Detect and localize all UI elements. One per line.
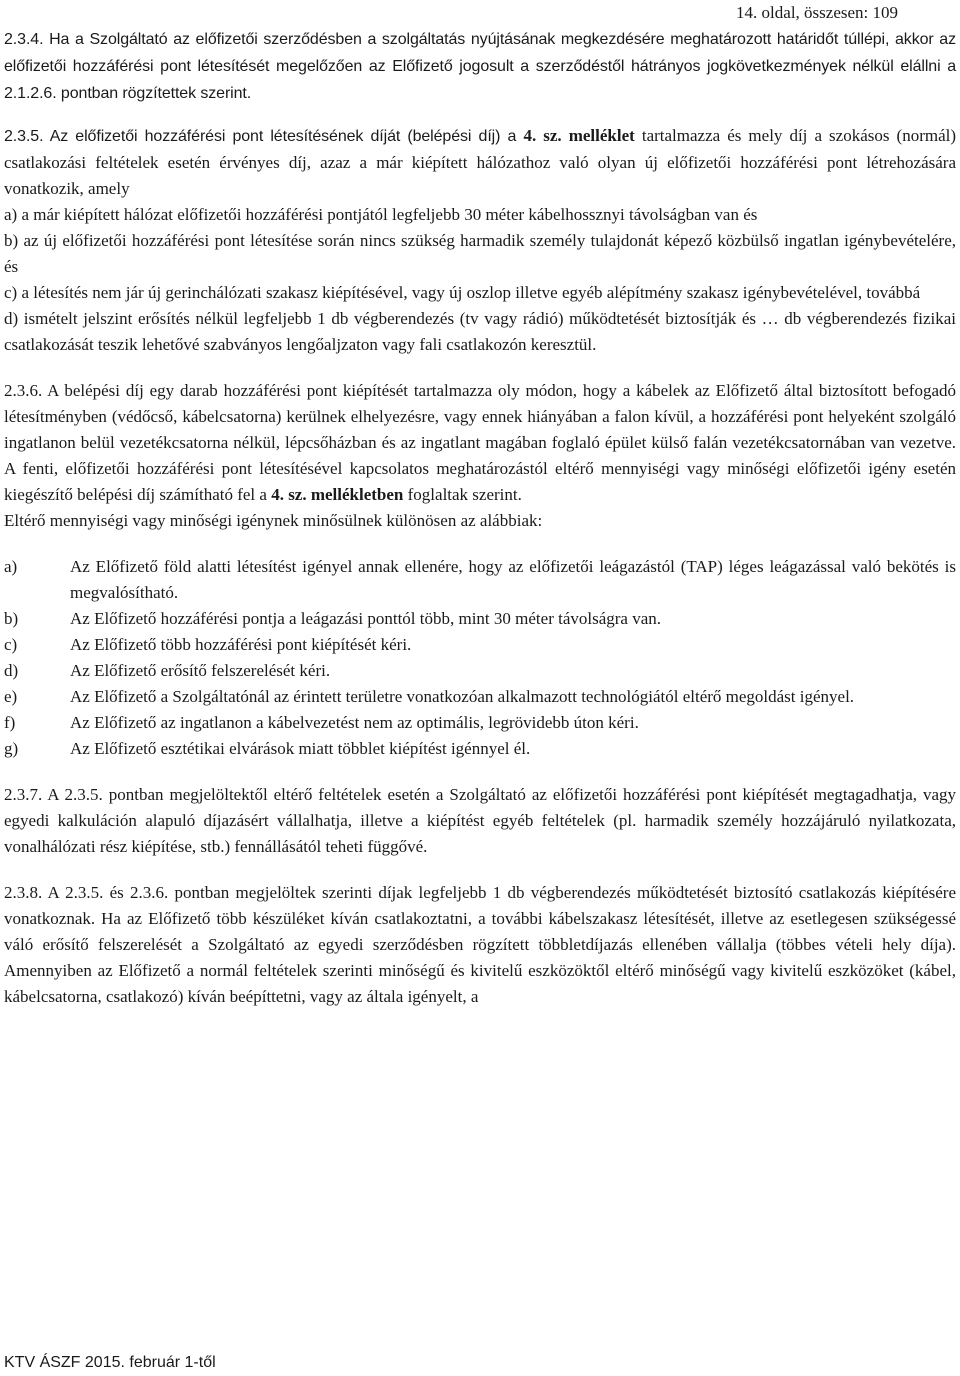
section-2-3-6 [4,378,956,508]
section-number: 2.3.4. [4,31,44,48]
section-2-3-4 [4,26,956,107]
section-2-3-8 [4,880,956,1010]
annex-reference: 4. sz. [523,126,562,145]
page-header [736,0,898,26]
list-item-text: Az Előfizető esztétikai elvárások miatt többlet kiépítést igénnyel él. [70,739,531,758]
condition-b: b) az új előfizetői hozzáférési pont létesítése során nincs szükség harmadik személy tulajdonát képező közbülső ingatlan igénybevételére, és [4,231,956,276]
section-number: 2.3.6. [4,381,43,400]
list-item-text: Az Előfizető több hozzáférési pont kiépítését kéri. [70,635,412,654]
page-footer [4,1350,216,1376]
section-text-end: foglaltak szerint. [403,485,522,504]
list-item-text: Az Előfizető föld alatti létesítést igényel annak ellenére, hogy az előfizetői leágazástól (TAP) léges leágazással való bekötés is megvalósítható. [70,557,956,602]
list-item [4,684,956,710]
section-number: 2.3.8. [4,883,43,902]
list-marker: a) [4,557,18,576]
condition-c: c) a létesítés nem jár új gerinchálózati szakasz kiépítésével, vagy új oszlop illetve egyéb alépítmény szakasz igénybevételével, továbbá [4,283,921,302]
section-text: tartalmazza és mely díj a szokásos (normál) csatlakozási feltételek esetén érvényes díj, azaz a már kiépített hálózathoz való olyan új előfizetői hozzáférési pont létrehozására vonatkozik, amely [4,126,957,198]
list-item [4,606,956,632]
list-item-text: Az Előfizető az ingatlanon a kábelvezetést nem az optimális, legrövidebb úton kéri. [70,713,639,732]
section-2-3-7 [4,782,956,860]
section-text: A 2.3.5. pontban megjelöltektől eltérő feltételek esetén a Szolgáltató az előfizetői hozzáférési pont kiépítését megtagadhatja, vagy egyedi kalkuláción alapuló díjazásért vállalhatja, illetve a kiépítést egyéb feltételek (pl. harmadik személy hozzájáruló nyilatkozata, vonalhálózati rész kiépítése, stb.) fennállásától teheti függővé. [4,785,956,856]
list-intro: Eltérő mennyiségi vagy minőségi igénynek minősülnek különösen az alábbiak: [4,511,543,530]
list-item [4,632,956,658]
list-marker: b) [4,609,19,628]
condition-d: d) ismételt jelszint erősítés nélkül legfeljebb 1 db végberendezés (tv vagy rádió) működtetését biztosítják és … db végberendezés fizikai csatlakozását teszik lehetővé szabványos lengőaljzaton vagy fali csatlakozón keresztül. [4,309,956,354]
annex-word: melléklet [561,126,635,145]
list-marker: c) [4,635,18,654]
condition-a: a) a már kiépített hálózat előfizetői hozzáférési pontjától legfeljebb 30 méter kábelhossznyi távolságban van és [4,205,758,224]
list-marker: g) [4,739,19,758]
list-item [4,710,956,736]
document-body [4,26,956,1010]
list-marker: e) [4,687,18,706]
section-text: Ha a Szolgáltató az előfizetői szerződésben a szolgáltatás nyújtásának megkezdésére meghatározott határidőt túllépi, akkor az előfizetői hozzáférési pont létesítését megelőzően az Előfizető jogosult a szerződéstől hátrányos jogkövetkezmények nélkül elállni a 2.1.2.6. pontban rögzítettek szerint. [4,31,956,102]
list-marker: d) [4,661,19,680]
annex-reference: 4. sz. mellékletben [271,485,404,504]
list-item [4,554,956,606]
section-number: 2.3.5. [4,128,44,145]
page-number: 14. oldal, összesen: 109 [736,3,898,22]
section-text: A belépési díj egy darab hozzáférési pont kiépítését tartalmazza oly módon, hogy a kábelek az Előfizető által biztosított befogadó létesítményben (védőcső, kábelcsatorna) kerülnek elhelyezésre, vagy ennek hiányában a falon kívül, a hozzáférési pont helyeként szolgáló ingatlanon belül vezetékcsatorna nélkül, lépcsőházban és az ingatlant magában foglaló épület külső falán vezetékcsatornában van vezetve. A fenti, előfizetői hozzáférési pont létesítésével kapcsolatos meghatározástól eltérő mennyiségi vagy minőségi előfizetői igény esetén kiegészítő belépési díj számítható fel a [4,381,956,504]
list-item-text: Az Előfizető hozzáférési pontja a leágazási ponttól több, mint 30 méter távolságra van. [70,609,662,628]
section-intro: Az előfizetői hozzáférési pont létesítésének díját (belépési díj) a [43,128,524,145]
section-2-3-5 [4,123,956,202]
requirement-list [4,554,956,762]
list-item-text: Az Előfizető erősítő felszerelését kéri. [70,661,331,680]
list-marker: f) [4,713,16,732]
footer-text: KTV ÁSZF 2015. február 1-től [4,1354,216,1371]
list-item [4,658,956,684]
section-text: A 2.3.5. és 2.3.6. pontban megjelöltek szerinti díjak legfeljebb 1 db végberendezés működtetését biztosító csatlakozás kiépítésére vonatkoznak. Ha az Előfizető több készüléket kíván csatlakoztatni, a további kábelszakasz létesítését, illetve az esetlegesen szükségessé váló erősítő felszerelését a Szolgáltató az egyedi szerződésben rögzített többletdíjazás ellenében vállalja (többes vételi hely díja). Amennyiben az Előfizető a normál feltételek szerinti minőségű és kivitelű eszközöktől eltérő minőségű vagy kivitelű eszközöket (kábel, kábelcsatorna, csatlakozó) kíván beépíttetni, vagy az általa igényelt, a [4,883,956,1006]
list-item-text: Az Előfizető a Szolgáltatónál az érintett területre vonatkozóan alkalmazott technológiától eltérő megoldást igényel. [70,687,855,706]
list-item [4,736,956,762]
section-number: 2.3.7. [4,785,43,804]
